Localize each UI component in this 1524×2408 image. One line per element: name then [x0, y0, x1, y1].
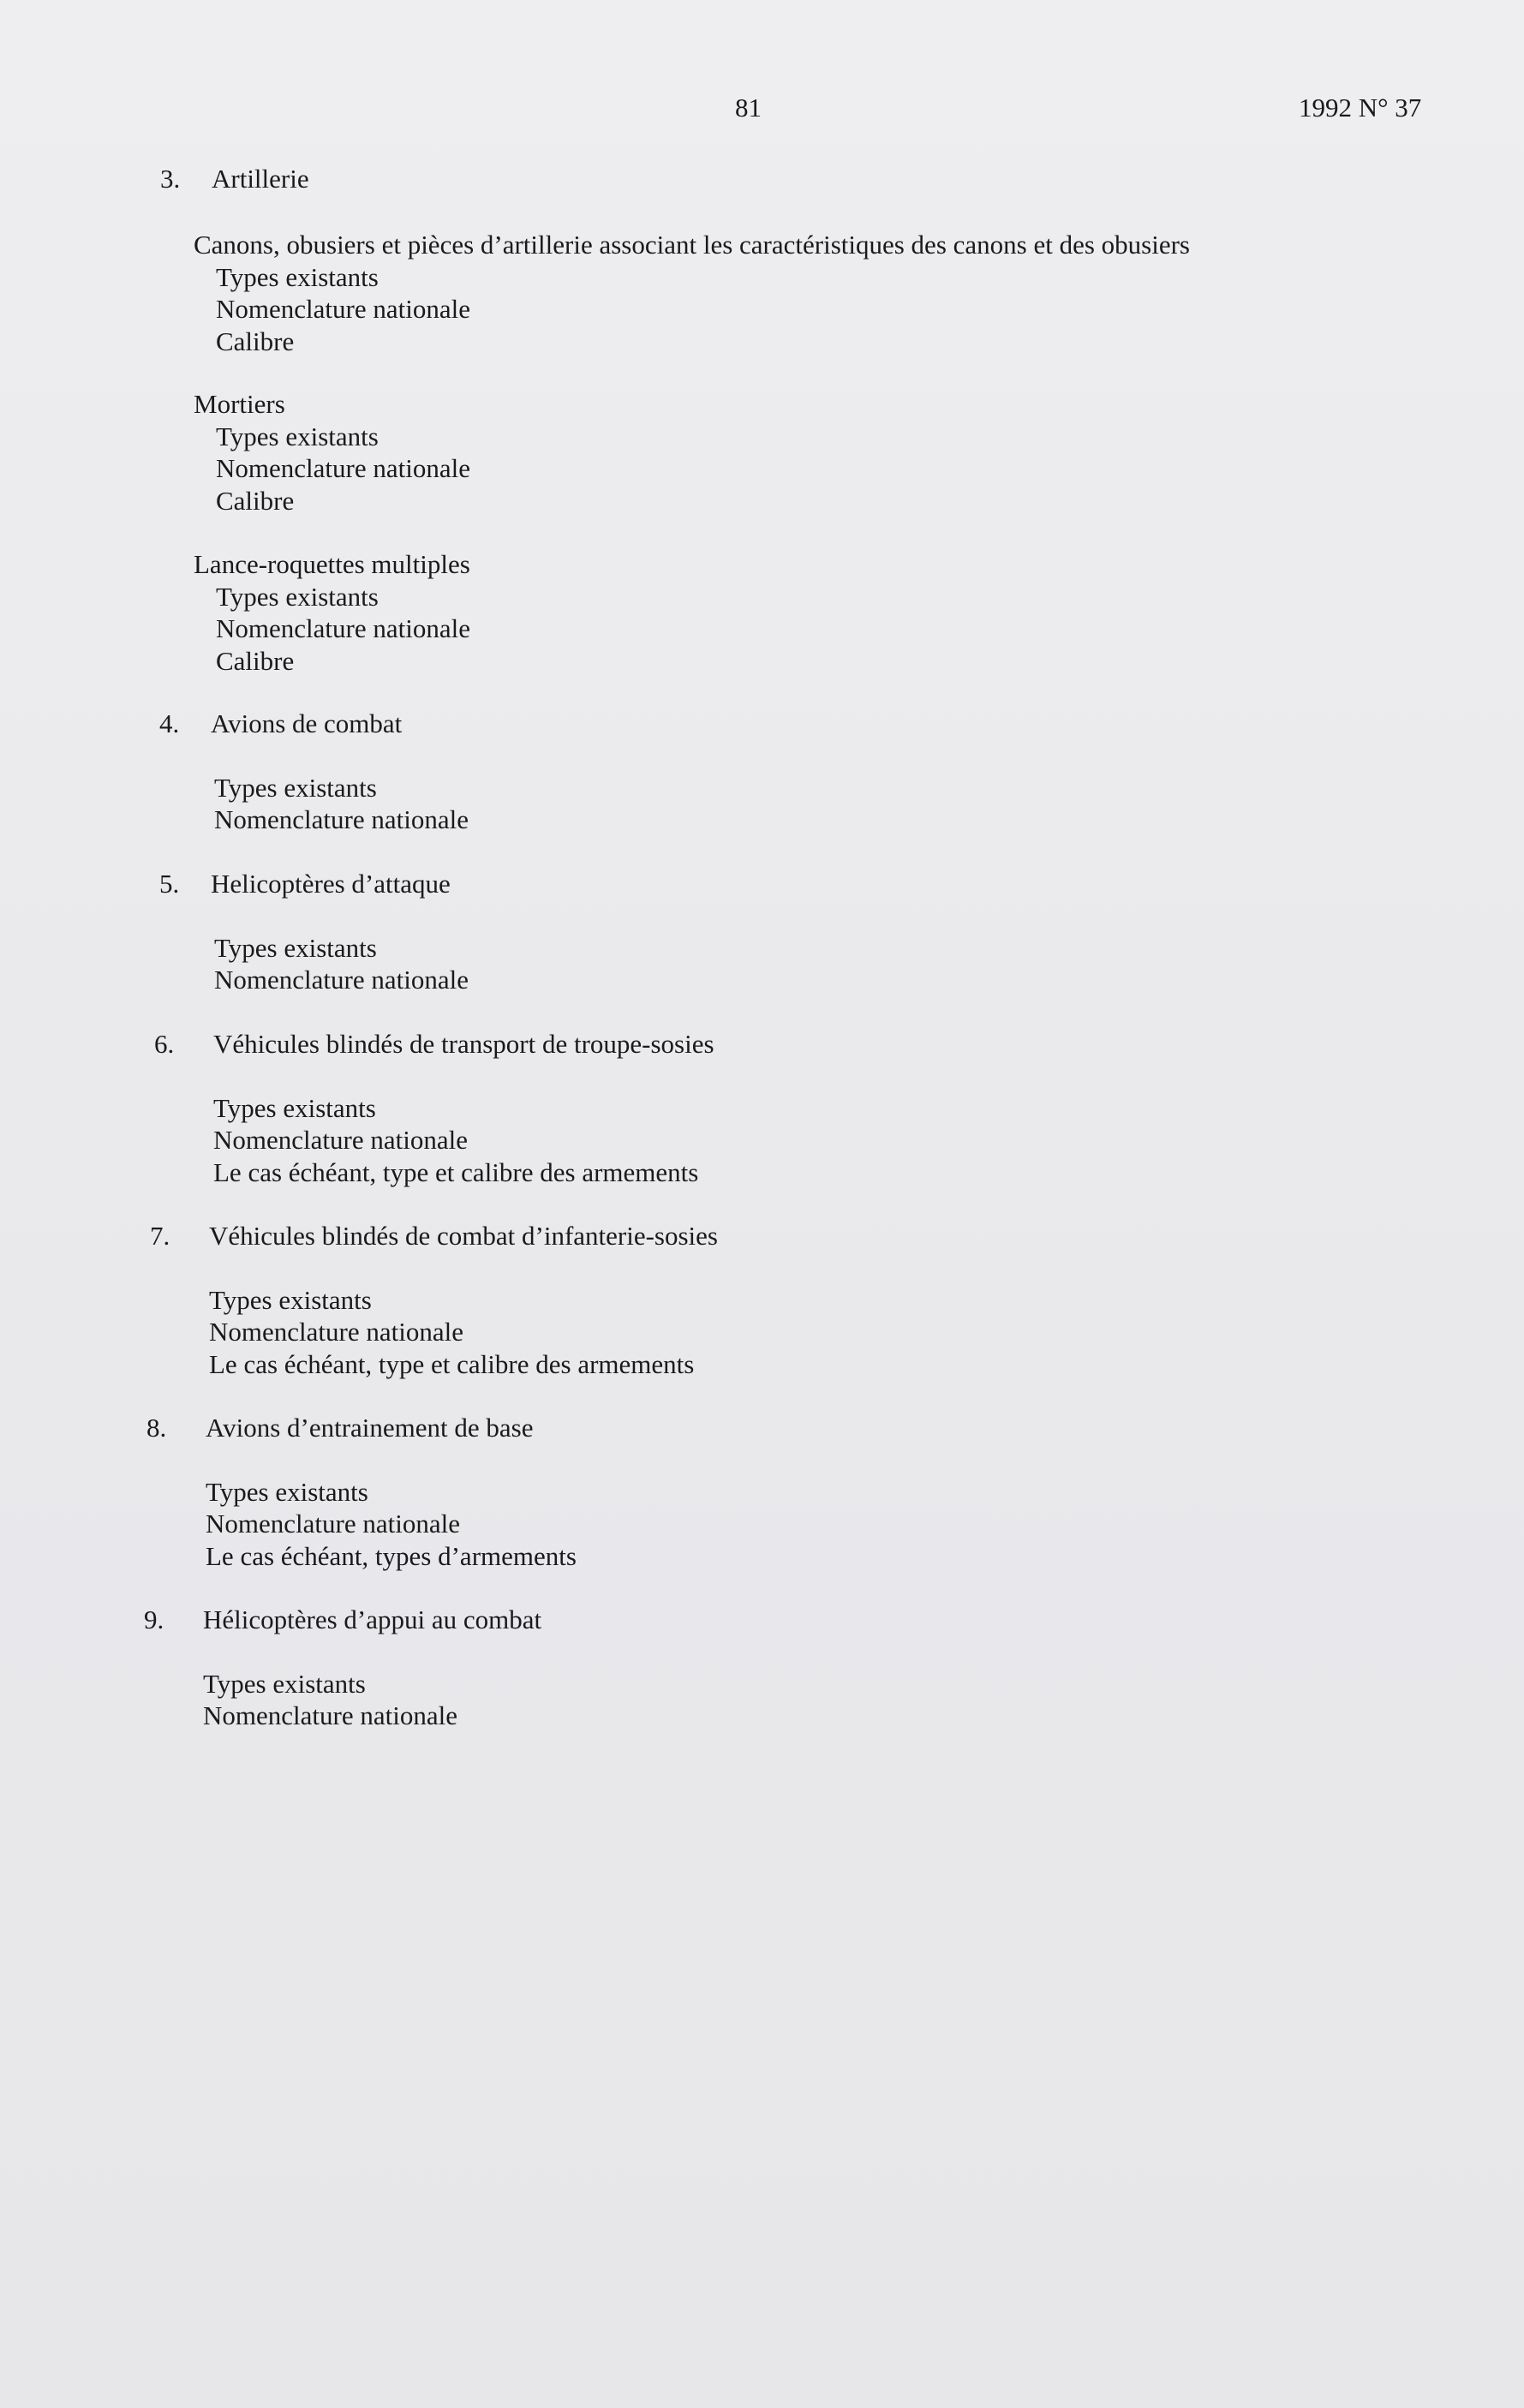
list-item: Types existants	[209, 1284, 372, 1315]
list-item: Types existants	[216, 421, 379, 451]
list-item: Nomenclature nationale	[216, 294, 470, 324]
section-heading	[159, 868, 469, 900]
list-item: Le cas échéant, type et calibre des armements	[213, 1156, 699, 1187]
section-title: Helicoptères d’attaque	[211, 869, 451, 899]
list-item: Calibre	[216, 485, 295, 516]
subsection-title: Lance-roquettes multiples	[194, 549, 470, 579]
list-item: Nomenclature nationale	[203, 1700, 457, 1730]
list-item: Types existants	[203, 1668, 366, 1699]
list-item: Types existants	[213, 1092, 376, 1123]
list-item: Nomenclature nationale	[216, 613, 470, 643]
page-number: 81	[735, 93, 762, 122]
section-heading	[159, 708, 469, 740]
section-number: 9.	[144, 1604, 164, 1634]
section-heading	[144, 1604, 541, 1636]
section-title: Avions d’entrainement de base	[206, 1413, 534, 1443]
section-number: 7.	[150, 1221, 170, 1251]
section-6	[154, 1028, 714, 1188]
list-item: Le cas échéant, type et calibre des armements	[209, 1348, 695, 1379]
section-5	[159, 868, 469, 996]
list-item: Types existants	[216, 581, 379, 612]
list-item: Types existants	[216, 261, 379, 292]
section-number: 3.	[160, 164, 181, 194]
section-number: 6.	[154, 1029, 175, 1059]
subsection-mortiers	[194, 388, 470, 517]
section-number: 8.	[146, 1413, 167, 1443]
list-item: Nomenclature nationale	[216, 453, 470, 483]
list-item: Types existants	[206, 1476, 368, 1507]
list-item: Calibre	[216, 326, 295, 356]
list-item: Nomenclature nationale	[214, 965, 469, 995]
list-item: Calibre	[216, 645, 295, 676]
list-item: Types existants	[214, 772, 377, 803]
list-item: Nomenclature nationale	[214, 804, 469, 834]
list-item: Types existants	[214, 932, 377, 963]
list-item: Nomenclature nationale	[206, 1509, 460, 1539]
subsection-title: Canons, obusiers et pièces d’artillerie associant les caractéristiques des canons et des obusiers	[194, 230, 1190, 260]
section-heading	[146, 1412, 577, 1444]
section-heading	[150, 1220, 718, 1252]
section-heading	[160, 163, 309, 195]
section-4	[159, 708, 469, 836]
section-title: Véhicules blindés de transport de troupe-sosies	[213, 1029, 714, 1059]
section-number: 5.	[159, 869, 180, 899]
document-reference: 1992 N° 37	[1299, 93, 1422, 122]
section-number: 4.	[159, 708, 180, 738]
list-item: Le cas échéant, types d’armements	[206, 1540, 577, 1571]
section-title: Véhicules blindés de combat d’infanterie-sosies	[209, 1221, 718, 1251]
section-9	[144, 1604, 541, 1732]
section-title: Hélicoptères d’appui au combat	[203, 1604, 542, 1634]
section-8	[146, 1412, 577, 1572]
list-item: Nomenclature nationale	[213, 1125, 468, 1155]
subsection-lance-roquettes	[194, 548, 470, 677]
subsection-canons	[194, 229, 1190, 357]
section-3	[160, 163, 309, 195]
section-7	[150, 1220, 718, 1380]
section-title: Avions de combat	[211, 708, 403, 738]
section-title: Artillerie	[212, 164, 309, 194]
list-item: Nomenclature nationale	[209, 1317, 463, 1347]
subsection-title: Mortiers	[194, 389, 285, 419]
section-heading	[154, 1028, 714, 1061]
